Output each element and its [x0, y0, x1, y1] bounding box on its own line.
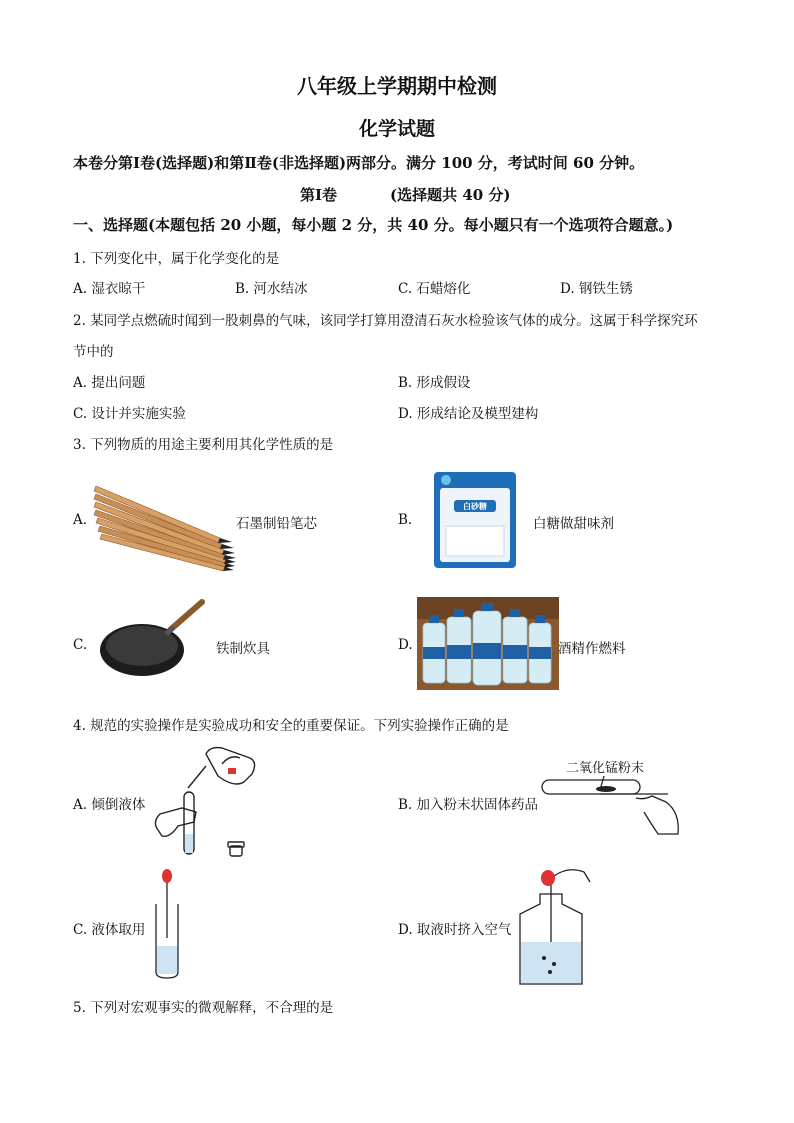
- dropper-test-tube-image: [150, 868, 184, 980]
- sugar-bag-label: 白砂糖: [463, 502, 487, 511]
- q1-option-c: C. 石蜡熔化: [398, 281, 471, 297]
- q2-option-a: A. 提出问题: [73, 375, 146, 391]
- q2-stem-line1: 2. 某同学点燃硫时闻到一股刺鼻的气味，该同学打算用澄清石灰水检验该气体的成分。这属于科学探究环: [73, 313, 698, 329]
- q2-option-d: D. 形成结论及模型建构: [398, 406, 539, 422]
- powder-test-tube-image: [540, 772, 688, 842]
- q3-option-c-letter: C.: [73, 637, 88, 653]
- q3-option-b-text: 白糖做甜味剂: [533, 516, 614, 532]
- q2-option-b: B. 形成假设: [398, 375, 471, 391]
- part-heading: 一、选择题(本题包括 20 小题，每小题 2 分，共 40 分。每小题只有一个选项符合题意。): [73, 216, 674, 234]
- section-info: (选择题共 40 分): [390, 186, 511, 204]
- exam-subject: 化学试题: [358, 118, 435, 140]
- q3-option-c-text: 铁制炊具: [216, 641, 270, 657]
- q1-option-a: A. 湿衣晾干: [73, 281, 146, 297]
- q3-option-d-text: 酒精作燃料: [558, 641, 626, 657]
- q2-stem-line2: 节中的: [73, 344, 114, 360]
- q4-option-c: C. 液体取用: [73, 922, 146, 938]
- sugar-bag-image: [432, 470, 518, 570]
- q3-option-d-letter: D.: [398, 637, 413, 653]
- pencils-image: [92, 478, 237, 573]
- pouring-liquid-image: [148, 742, 260, 862]
- q4-option-a: A. 倾倒液体: [73, 797, 146, 813]
- q3-option-a-text: 石墨制铅笔芯: [236, 516, 317, 532]
- q3-option-b-letter: B.: [398, 512, 413, 528]
- q1-option-b: B. 河水结冰: [235, 281, 308, 297]
- alcohol-bottles-image: [417, 597, 559, 690]
- section-name: 第Ⅰ卷: [300, 186, 338, 204]
- q1-option-d: D. 钢铁生锈: [560, 281, 633, 297]
- dropper-bottle-image: [506, 862, 596, 990]
- q4-option-d: D. 取液时挤入空气: [398, 922, 512, 938]
- q2-option-c: C. 设计并实施实验: [73, 406, 186, 422]
- exam-title: 八年级上学期期中检测: [297, 74, 497, 98]
- q1-stem: 1. 下列变化中，属于化学变化的是: [73, 251, 280, 267]
- q4-option-b: B. 加入粉末状固体药品: [398, 797, 539, 813]
- q4-b-annotation: 二氧化锰粉末: [566, 761, 645, 776]
- exam-instructions: 本卷分第Ⅰ卷(选择题)和第Ⅱ卷(非选择题)两部分。满分 100 分，考试时间 60 分钟。: [73, 154, 645, 172]
- q3-option-a-letter: A.: [73, 512, 88, 528]
- q3-stem: 3. 下列物质的用途主要利用其化学性质的是: [73, 437, 334, 453]
- q5-stem: 5. 下列对宏观事实的微观解释，不合理的是: [73, 1000, 334, 1016]
- frying-pan-image: [98, 598, 208, 682]
- q4-stem: 4. 规范的实验操作是实验成功和安全的重要保证。下列实验操作正确的是: [73, 718, 509, 734]
